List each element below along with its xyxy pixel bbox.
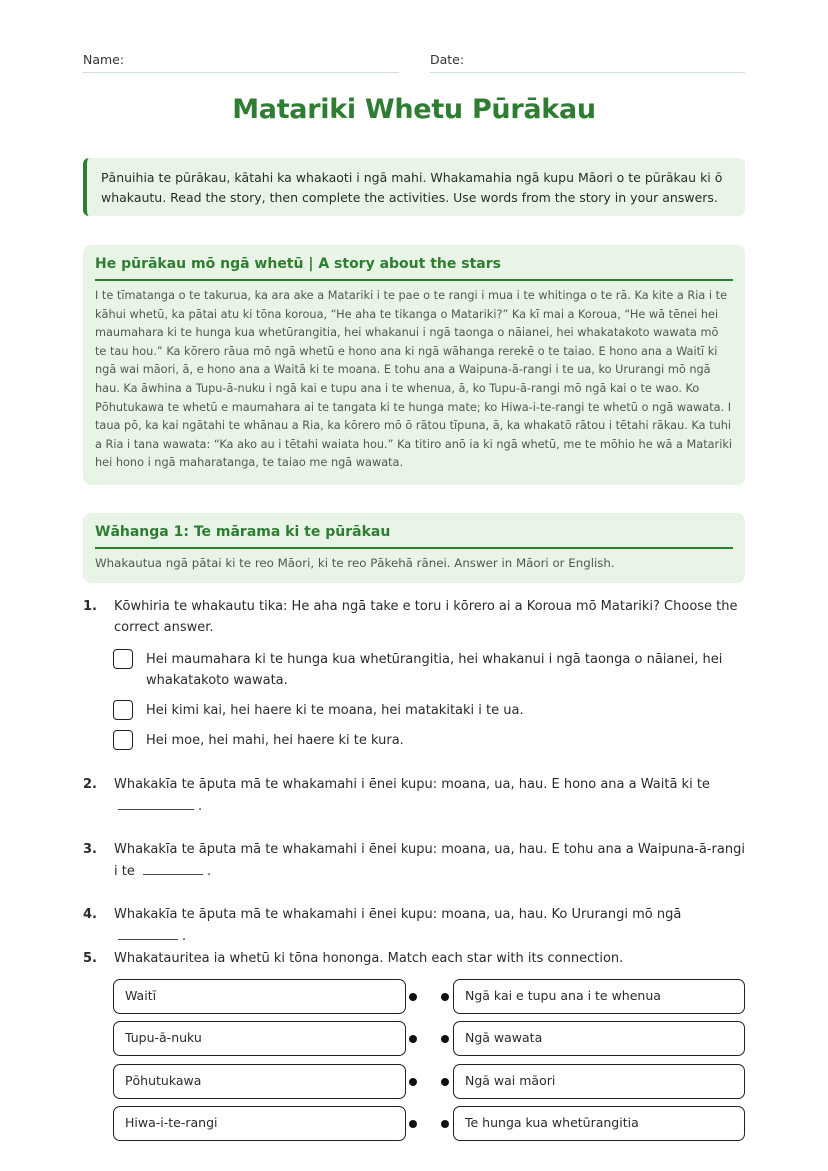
question-1	[83, 596, 745, 638]
story-panel	[83, 245, 745, 485]
question-text	[114, 904, 745, 947]
match-left-item[interactable]: Waitī	[113, 979, 406, 1014]
checkbox[interactable]	[113, 649, 133, 669]
name-field[interactable]	[83, 52, 399, 67]
q1-option-3[interactable]	[113, 730, 733, 751]
question-text: Whakatauritea ia whetū ki tōna hononga. Match each star with its connection.	[114, 951, 624, 966]
match-dot-left[interactable]	[409, 993, 417, 1001]
option-text: Hei maumahara ki te hunga kua whetūrangitia, hei whakanui i ngā taonga o nāianei, hei whakatakoto wawata.	[146, 652, 723, 688]
header-row	[83, 52, 745, 74]
match-right-item[interactable]: Ngā wai māori	[453, 1064, 745, 1099]
match-dot-right[interactable]	[441, 1035, 449, 1043]
answer-blank[interactable]	[143, 860, 203, 875]
q1-option-1[interactable]	[113, 649, 733, 691]
page-title: Matariki Whetu Pūrākau	[232, 94, 596, 125]
match-left-item[interactable]: Hiwa-i-te-rangi	[113, 1106, 406, 1141]
question-number: 1.	[83, 599, 97, 614]
date-label: Date:	[430, 52, 465, 67]
question-5	[83, 948, 745, 969]
question-prompt: Whakakīa te āputa mā te whakamahi i ēnei kupu: moana, ua, hau. Ko Ururangi mō ngā	[114, 907, 682, 922]
match-dot-right[interactable]	[441, 993, 449, 1001]
q1-option-2[interactable]	[113, 700, 733, 721]
instructions-box: Pānuihia te pūrākau, kātahi ka whakaoti i ngā mahi. Whakamahia ngā kupu Māori o te pūrākau ki ō whakautu. Read the story, then complete the activities. Use words from the story in your answers.	[83, 158, 745, 216]
story-text: I te tīmatanga o te takurua, ka ara ake a Matariki i te pae o te rangi i mua i te whitinga o te rā. Ka kite a Ria i te kāhui whetū, ka pātai atu ki tōna koroua, “He aha te tikanga o Matariki?” Ka kī mai a Koroua, “He wā tēnei hei maumahara ki te hunga kua whetūrangitia, hei whakanui i ngā taonga o nāianei, hei whakatakoto wawata mō te tau hou.” Ka kōrero rāua mō ngā whetū e hono ana ki ngā wāhanga rerekē o te taiao. E hono ana a Waitī ki ngā wai māori, ā, e hono ana a Waitā ki te moana. E tohu ana a Waipuna-ā-rangi i te ua, ko Ururangi mō ngā hau. Ka āwhina a Tupu-ā-nuku i ngā kai e tupu ana i te whenua, ā, ko Tupu-ā-rangi mō ngā kai o te wao. Ko Pōhutukawa te whetū e maumahara ai te tangata ki te hunga mate; ko Hiwa-i-te-rangi te whetū o ngā wawata. I taua pō, ka kai ngātahi te whānau a Ria, ka kōrero mō ō rātou tīpuna, ā, ka whakatō rātou i tētahi rākau. Ka tuhi a Ria i tana wawata: “Ka ako au i tētahi waiata hou.” Ka titiro anō ia ki ngā whetū, me te mōhio he wā a Matariki hei hono i ngā maharatanga, te taiao me ngā wawata.	[95, 289, 733, 470]
question-number: 4.	[83, 907, 97, 922]
match-dot-left[interactable]	[409, 1035, 417, 1043]
question-text: Kōwhiria te whakautu tika: He aha ngā take e toru i kōrero ai a Koroua mō Matariki? Choose the correct answer.	[114, 599, 738, 635]
match-right-item[interactable]: Ngā kai e tupu ana i te whenua	[453, 979, 745, 1014]
match-dot-right[interactable]	[441, 1120, 449, 1128]
name-label: Name:	[83, 52, 125, 67]
option-text: Hei kimi kai, hei haere ki te moana, hei matakitaki i te ua.	[146, 703, 524, 718]
question-2	[83, 774, 745, 817]
question-4	[83, 904, 745, 947]
match-right-item[interactable]: Te hunga kua whetūrangitia	[453, 1106, 745, 1141]
question-text	[114, 774, 745, 817]
option-text: Hei moe, hei mahi, hei haere ki te kura.	[146, 733, 404, 748]
question-end: .	[198, 799, 203, 814]
name-line	[83, 72, 399, 73]
question-end: .	[206, 864, 212, 879]
match-left-item[interactable]: Pōhutukawa	[113, 1064, 406, 1099]
question-end: .	[182, 929, 187, 944]
section1-instructions: Whakautua ngā pātai ki te reo Māori, ki te reo Pākehā rānei. Answer in Māori or English.	[95, 556, 615, 570]
answer-blank[interactable]	[118, 925, 178, 940]
question-number: 5.	[83, 951, 97, 966]
checkbox[interactable]	[113, 730, 133, 750]
question-number: 3.	[83, 842, 97, 857]
match-right-item[interactable]: Ngā wawata	[453, 1021, 745, 1056]
match-dot-left[interactable]	[409, 1078, 417, 1086]
question-3	[83, 839, 745, 882]
question-text	[114, 839, 745, 882]
answer-blank[interactable]	[118, 795, 194, 810]
date-line	[430, 72, 745, 73]
match-dot-right[interactable]	[441, 1078, 449, 1086]
match-left-item[interactable]: Tupu-ā-nuku	[113, 1021, 406, 1056]
date-field[interactable]	[430, 52, 745, 67]
question-prompt: Whakakīa te āputa mā te whakamahi i ēnei kupu: moana, ua, hau. E hono ana a Waitā ki te	[114, 777, 710, 792]
question-number: 2.	[83, 777, 97, 792]
question-prompt: Whakakīa te āputa mā te whakamahi i ēnei kupu: moana, ua, hau. E tohu ana a Waipuna-ā-rangi i te	[114, 842, 745, 879]
section1-panel	[83, 513, 745, 583]
story-heading: He pūrākau mō ngā whetū | A story about the stars	[95, 256, 733, 281]
match-dot-left[interactable]	[409, 1120, 417, 1128]
checkbox[interactable]	[113, 700, 133, 720]
section1-heading: Wāhanga 1: Te mārama ki te pūrākau	[95, 524, 733, 549]
